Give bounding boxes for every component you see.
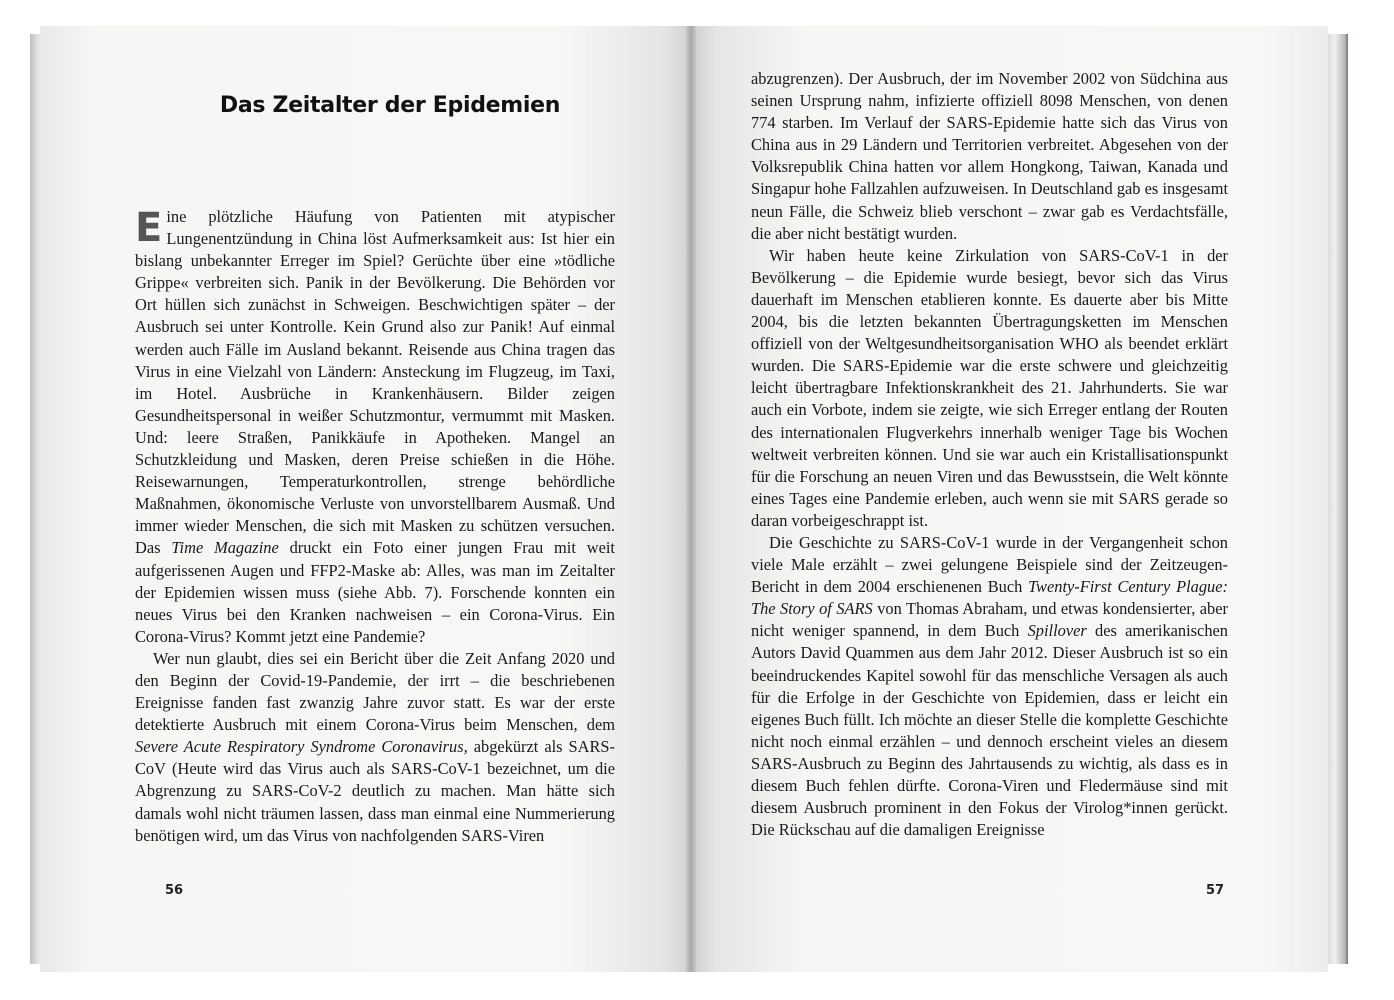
text-run: ine plötzliche Häufung von Patienten mit atypischer Lungenentzündung in China löst Aufmerksamkeit aus: Ist hier ein bislang unbekannter Erreger im Spiel? Gerüchte über eine »tödliche Grippe« verbreiten sich. Panik in der Bevölkerung. Die Behörden vor Ort hüllen sich zunächst in Schweigen. Beschwichtigen später – der Ausbruch sei unter Kontrolle. Kein Grund also zur Panik! Auf einmal werden auch Fälle im Ausland bekannt. Reisende aus China tragen das Virus in eine Vielzahl von Ländern: Ansteckung im Flugzeug, im Taxi, im Hotel. Ausbrüche in Krankenhäusern. Bilder zeigen Gesundheitspersonal in weißer Schutzmontur, vermummt mit Masken. Und: leere Straßen, Panikkäufe in Apotheken. Mangel an Schutzkleidung und Masken, deren Preise schießen in die Höhe. Reisewarnungen, Temperaturkontrollen, strenge behördliche Maßnahmen, ökonomische Verluste von unvorstellbarem Ausmaß. Und immer wieder Menschen, die sich mit Masken zu schützen versuchen. Das (135, 207, 615, 558)
text-run: Wir haben heute keine Zirkulation von SARS-CoV-1 in der Bevölkerung – die Epidemie wurde besiegt, bevor sich das Virus dauerhaft im Menschen etablieren konnte. Es dauerte aber bis Mitte 2004, bis die letzten bekannten Übertragungsketten im Menschen offiziell von der Weltgesundheitsorganisation WHO als beendet erklärt wurden. Die SARS-Epidemie war die erste schwere und gleichzeitig leicht übertragbare Infektionskrankheit des 21. Jahrhunderts. Sie war auch ein Vorbote, indem sie zeigte, wie sich Erreger entlang der Routen des internationalen Flugverkehrs innerhalb weniger Tage bis Wochen weltweit verbreiten können. Und sie war auch ein Kristallisationspunkt für die Forschung an neuen Viren und das Bewusstsein, die Welt könnte eines Tages eine Pandemie erleben, auch wenn sie mit SARS gerade so daran vorbeigeschrappt ist. (751, 245, 1228, 530)
italic-text: Spillover (1027, 621, 1087, 641)
paragraph (135, 648, 615, 847)
text-run: von Thomas Abraham, und etwas kondensierter, aber nicht weniger spannend, in dem Buch (751, 599, 1228, 641)
italic-text: Severe Acute Respiratory Syndrome Coronavirus, (135, 737, 468, 757)
page-number-left: 56 (165, 883, 184, 898)
text-run: abzugrenzen). Der Ausbruch, der im November 2002 von Südchina aus seinen Ursprung nahm, infizierte offiziell 8098 Menschen, von denen 774 starben. Im Verlauf der SARS-Epidemie hatte sich das Virus von China aus in 29 Ländern und Territorien verbreitet. Abgesehen von der Volksrepublik China hatten vor allem Hongkong, Taiwan, Kanada und Singapur hohe Fallzahlen aufzuweisen. In Deutschland gab es insgesamt neun Fälle, die Schweiz blieb verschont – zwar gab es Verdachtsfälle, die aber nicht bestätigt wurden. (751, 69, 1228, 243)
text-run: Die Geschichte zu SARS-CoV-1 wurde in der Vergangenheit schon viele Male erzählt – zwei gelungene Beispiele sind der Zeitzeugen-Bericht in dem 2004 erschienenen Buch (751, 532, 1228, 597)
paragraph (751, 532, 1228, 841)
book-spine (686, 26, 696, 972)
paragraph (751, 68, 1228, 245)
left-page-body (135, 206, 615, 847)
text-run: druckt ein Foto einer jungen Frau mit weit aufgerissenen Augen und FFP2-Maske ab: Alles, was man im Zeitalter der Epidemien wissen muss (siehe Abb. 7). Forschende konnten ein neues Virus bei den Kranken nachweisen – ein Corona-Virus. Ein Corona-Virus? Kommt jetzt eine Pandemie? (135, 538, 615, 646)
text-run: Wer nun glaubt, dies sei ein Bericht über die Zeit Anfang 2020 und den Beginn der Covid-19-Pandemie, der irrt – die beschriebenen Ereignisse fanden fast zwanzig Jahre zuvor statt. Es war der erste detektierte Ausbruch mit einem Corona-Virus beim Menschen, dem (135, 648, 615, 735)
text-run: des amerikanischen Autors David Quammen aus dem Jahr 2012. Dieser Ausbruch ist so ein beeindruckendes Kapitel sowohl für das menschliche Versagen als auch für die Erfolge in der Geschichte von Epidemien, dass er leicht ein eigenes Buch füllt. Ich möchte an dieser Stelle die komplette Geschichte nicht noch einmal erzählen – und dennoch erscheint vieles an diesem SARS-Ausbruch zu Beginn des Jahrtausends zu wichtig, als dass es in diesem Buch fehlen dürfte. Corona-Viren und Fledermäuse sind mit diesem Ausbruch prominent in den Fokus der Virolog*innen gerückt. Die Rückschau auf die damaligen Ereignisse (751, 621, 1228, 840)
italic-text: Twenty-First Century Plague: The Story of SARS (751, 577, 1228, 619)
chapter-title: Das Zeitalter der Epidemien (219, 93, 561, 118)
page-edges-right (1326, 34, 1348, 964)
italic-text: Time Magazine (171, 538, 279, 558)
paragraph (135, 206, 615, 648)
text-run: abgekürzt als SARS-CoV (Heute wird das Virus auch als SARS-CoV-1 bezeichnet, um die Abgrenzung zu SARS-CoV-2 deutlich zu machen. Man hätte sich damals wohl nicht träumen lassen, dass man einmal eine Nummerierung benötigen wird, um das Virus von nachfolgenden SARS-Viren (135, 737, 615, 845)
page-number-right: 57 (1206, 883, 1225, 898)
right-page-body (751, 68, 1228, 841)
drop-cap: E (135, 205, 163, 251)
paragraph (751, 245, 1228, 532)
